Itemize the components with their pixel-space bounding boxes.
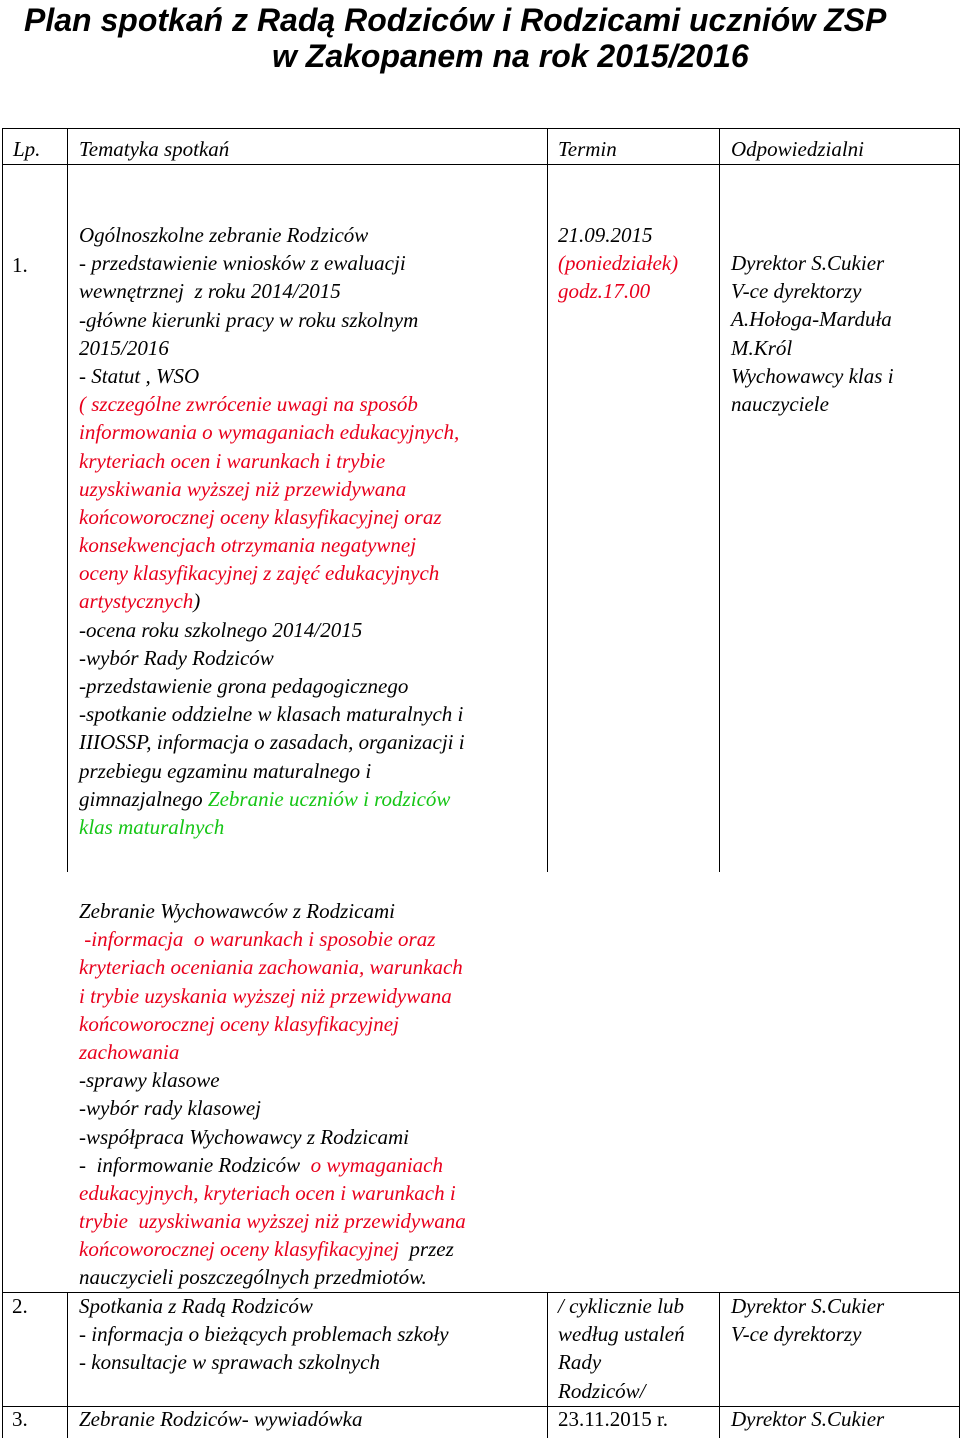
text-segment: V-ce dyrektorzy [731,279,862,304]
text-line [79,785,465,813]
text-line [731,305,894,333]
text-segment: -przedstawienie grona pedagogicznego [79,674,409,698]
text-line [79,728,465,756]
text-line [79,249,465,277]
text-segment: ( szczególne zwrócenie uwagi na sposób [79,392,418,417]
text-segment: - informowanie Rodziców [79,1152,311,1177]
col-divider-2-row-1 [547,164,548,872]
text-segment: (poniedziałek) [558,251,679,276]
text-segment: oceny klasyfikacyjnej z zajęć edukacyjnych [79,561,440,586]
row-1-topic [79,221,465,841]
table-border-top [2,128,960,129]
row-1-responsible [731,249,894,418]
text-segment: końcoworocznej oceny klasyfikacyjnej oraz [79,504,442,529]
row-2-responsible [731,1292,884,1348]
text-segment: ) [193,589,201,614]
text-line [79,1066,466,1094]
text-segment: -informacja o warunkach i sposobie oraz [79,927,436,952]
col-divider-1-header [67,128,68,164]
text-line [79,1207,466,1235]
text-line [79,1038,466,1066]
header-lp: Lp. [13,137,41,161]
text-line [731,277,894,305]
text-segment: Dyrektor S.Cukier [731,1294,885,1318]
text-segment: -ocena roku szkolnego 2014/2015 [79,617,363,642]
text-line [79,1320,449,1348]
document-title-line-2: w Zakopanem na rok 2015/2016 [272,38,749,74]
text-line [558,221,678,249]
header-responsible: Odpowiedzialni [731,137,865,161]
text-segment: - przedstawienie wniosków z ewaluacji [79,251,406,276]
text-line [79,1094,466,1122]
text-line [79,897,466,925]
text-line [558,1292,685,1320]
text-segment: -główne kierunki pracy w roku szkolnym [79,307,419,332]
text-segment: godz.17.00 [558,279,651,304]
text-line [558,1320,685,1348]
text-segment: Zebranie uczniów i rodziców [207,786,451,811]
text-segment: nauczyciele [731,391,829,416]
text-line [79,757,465,785]
text-segment: -spotkanie oddzielne w klasach maturalnych i [79,702,464,727]
row-2-lp: 2. [12,1294,28,1318]
text-line [79,953,466,981]
text-segment: trybie uzyskiwania wyższej niż przewidywana [79,1209,466,1234]
text-line [79,334,465,362]
text-line [731,334,894,362]
text-segment: - Statut , WSO [79,363,200,388]
text-segment: - informacja o bieżących problemach szkoły [79,1322,449,1347]
text-line [79,221,465,249]
text-segment: Zebranie Rodziców- wywiadówka [79,1407,363,1431]
col-divider-2-lower [547,1292,548,1438]
text-segment: Rodziców/ [558,1378,646,1403]
text-segment: przebiegu egzaminu maturalnego i [79,758,372,783]
text-line [79,390,465,418]
text-line [79,700,465,728]
text-segment: klas maturalnych [79,814,225,839]
text-segment: gimnazjalnego [79,786,208,811]
text-segment: Ogólnoszkolne zebranie Rodziców [79,223,369,247]
table-border-left [2,128,3,1438]
text-segment: -wybór Rady Rodziców [79,645,274,670]
text-line [79,1179,466,1207]
text-line [79,475,465,503]
text-line [558,249,678,277]
row-2-topic [79,1292,449,1377]
text-segment: przez [409,1237,454,1262]
text-segment: Dyrektor S.Cukier [731,251,885,275]
text-segment: kryteriach ocen i warunkach i trybie [79,448,386,473]
text-line [79,306,465,334]
header-term: Termin [558,137,617,161]
text-line [79,418,465,446]
text-segment: zachowania [79,1039,180,1064]
text-segment: nauczycieli poszczególnych przedmiotów. [79,1265,427,1290]
text-line [79,587,465,615]
text-line [79,1348,449,1376]
header-divider [2,164,960,165]
col-divider-1-row-1 [67,164,68,872]
col-divider-3-header [719,128,720,164]
text-segment: konsekwencjach otrzymania negatywnej [79,533,417,558]
text-line [79,362,465,390]
text-line [79,1123,466,1151]
text-segment: -wybór rady klasowej [79,1096,261,1121]
text-segment: M.Król [731,335,793,360]
text-segment: Dyrektor S.Cukier [731,1407,885,1431]
row-3-topic [79,1405,362,1433]
text-line [731,362,894,390]
row-3-responsible [731,1405,884,1433]
text-line [79,1405,362,1433]
text-segment: końcoworocznej oceny klasyfikacyjnej [79,1237,410,1262]
text-line [79,616,465,644]
text-segment: Spotkania z Radą Rodziców [79,1294,313,1318]
row-3-lp: 3. [12,1407,28,1431]
row-1-term [558,221,678,306]
text-line [79,503,465,531]
text-segment: artystycznych [79,589,194,614]
col-divider-3-lower [719,1292,720,1438]
text-line [79,982,466,1010]
document-title-line-1: Plan spotkań z Radą Rodziców i Rodzicami uczniów ZSP [24,2,887,38]
text-segment: kryteriach oceniania zachowania, warunkach [79,955,463,980]
text-line [558,1405,668,1433]
header-topic: Tematyka spotkań [79,137,230,161]
text-segment: Rady [558,1350,602,1375]
row-1b-topic [79,897,466,1292]
text-segment: -sprawy klasowe [79,1068,220,1093]
text-line [558,277,678,305]
text-segment: według ustaleń [558,1322,685,1347]
text-segment: uzyskiwania wyższej niż przewidywana [79,476,407,501]
text-line [79,277,465,305]
text-segment: i trybie uzyskania wyższej niż przewidywana [79,983,452,1008]
text-segment: A.Hołoga-Marduła [731,307,892,332]
text-segment: Wychowawcy klas i [731,363,894,388]
col-divider-2-header [547,128,548,164]
text-line [558,1377,685,1405]
text-line [79,925,466,953]
text-segment: informowania o wymaganiach edukacyjnych, [79,420,460,445]
text-line [79,1292,449,1320]
text-segment: / cyklicznie lub [558,1294,684,1318]
row-2-term [558,1292,685,1405]
text-segment: końcoworocznej oceny klasyfikacyjnej [79,1011,399,1036]
text-line [79,1235,466,1263]
text-line [79,531,465,559]
text-segment: edukacyjnych, kryteriach ocen i warunkach i [79,1180,456,1205]
text-segment: o wymaganiach [310,1152,443,1177]
text-line [731,1292,884,1320]
col-divider-1-lower [67,1292,68,1438]
text-line [79,672,465,700]
row-divider-2 [2,1292,960,1293]
text-segment: 21.09.2015 [558,223,653,247]
text-line [731,249,894,277]
text-line [731,390,894,418]
text-segment: IIIOSSP, informacja o zasadach, organizacji i [79,730,465,755]
text-segment: - konsultacje w sprawach szkolnych [79,1350,380,1375]
text-line [731,1320,884,1348]
text-line [79,559,465,587]
row-3-term [558,1405,668,1433]
text-line [731,1405,884,1433]
text-segment: -współpraca Wychowawcy z Rodzicami [79,1124,409,1149]
text-line [79,447,465,475]
text-segment: Zebranie Wychowawców z Rodzicami [79,899,395,923]
col-divider-3-row-1 [719,164,720,872]
text-line [79,1151,466,1179]
text-segment: 2015/2016 [79,335,169,360]
text-line [79,1010,466,1038]
text-line [558,1348,685,1376]
text-segment: wewnętrznej z roku 2014/2015 [79,279,341,304]
text-line [79,644,465,672]
row-divider-3 [2,1406,960,1407]
text-segment: 23.11.2015 r. [558,1407,669,1431]
text-segment: V-ce dyrektorzy [731,1322,862,1347]
row-1-lp: 1. [12,253,28,277]
text-line [79,1263,466,1291]
text-line [79,813,465,841]
